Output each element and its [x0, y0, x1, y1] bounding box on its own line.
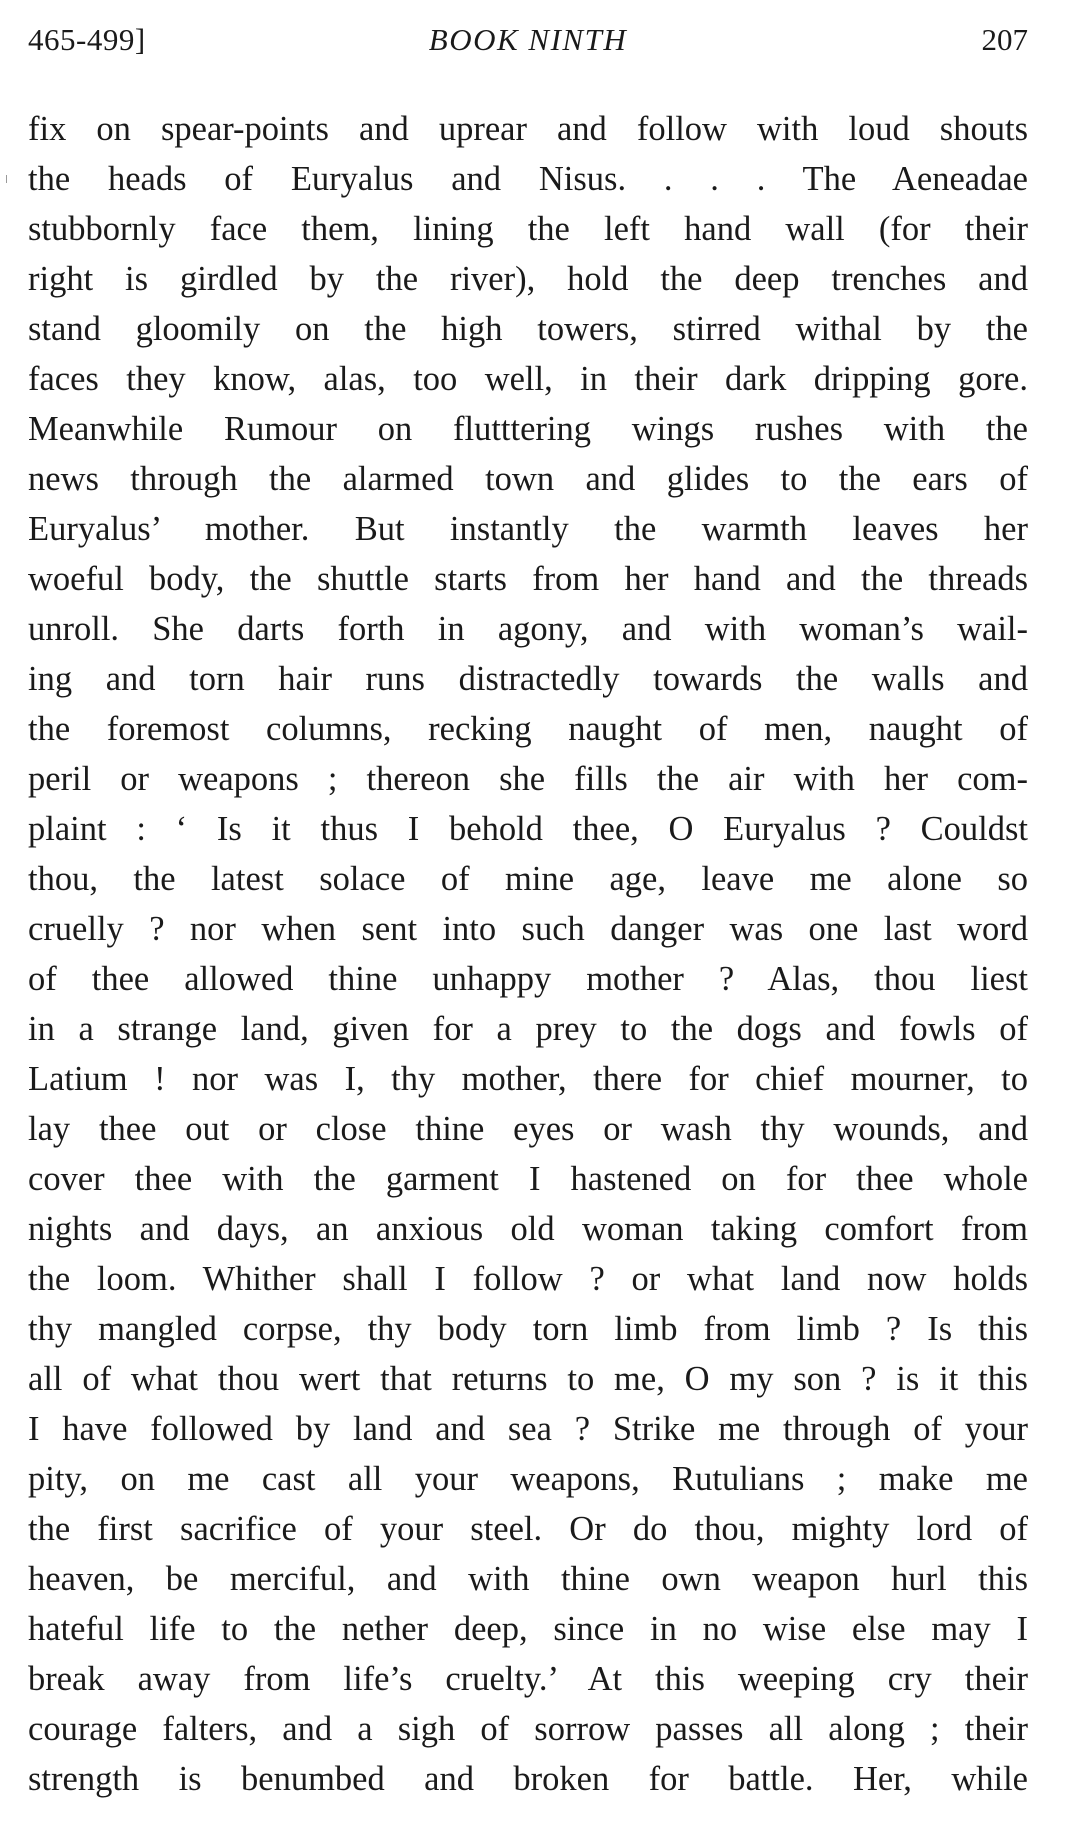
- text-line: thy mangled corpse, thy body torn limb from limb ? Is this: [28, 1310, 1028, 1348]
- text-line: I have followed by land and sea ? Strike me through of your: [28, 1410, 1028, 1448]
- text-line: of thee allowed thine unhappy mother ? Alas, thou liest: [28, 960, 1028, 998]
- text-line: fix on spear-points and uprear and follow with loud shouts: [28, 110, 1028, 148]
- text-line: hateful life to the nether deep, since in no wise else may I: [28, 1610, 1028, 1648]
- line-range: 465-499]: [28, 22, 146, 57]
- text-line: ing and torn hair runs distractedly towards the walls and: [28, 660, 1028, 698]
- text-line: plaint : ‘ Is it thus I behold thee, O Euryalus ? Couldst: [28, 810, 1028, 848]
- text-line: Latium ! nor was I, thy mother, there for chief mourner, to: [28, 1060, 1028, 1098]
- text-line: stubbornly face them, lining the left hand wall (for their: [28, 210, 1028, 248]
- text-line: unroll. She darts forth in agony, and with woman’s wail-: [28, 610, 1028, 648]
- text-line: break away from life’s cruelty.’ At this weeping cry their: [28, 1660, 1028, 1698]
- text-line: Meanwhile Rumour on flutttering wings rushes with the: [28, 410, 1028, 448]
- text-line: right is girdled by the river), hold the deep trenches and: [28, 260, 1028, 298]
- text-line: Euryalus’ mother. But instantly the warmth leaves her: [28, 510, 1028, 548]
- body-text: [28, 104, 1028, 1804]
- text-line: cover thee with the garment I hastened on for thee whole: [28, 1160, 1028, 1198]
- text-line: woeful body, the shuttle starts from her hand and the threads: [28, 560, 1028, 598]
- running-head: [28, 22, 1028, 68]
- text-line: strength is benumbed and broken for battle. Her, while: [28, 1760, 1028, 1798]
- text-line: the loom. Whither shall I follow ? or what land now holds: [28, 1260, 1028, 1298]
- text-line: courage falters, and a sigh of sorrow passes all along ; their: [28, 1710, 1028, 1748]
- text-line: cruelly ? nor when sent into such danger was one last word: [28, 910, 1028, 948]
- text-line: the heads of Euryalus and Nisus. . . . The Aeneadae: [28, 160, 1028, 198]
- text-line: the first sacrifice of your steel. Or do thou, mighty lord of: [28, 1510, 1028, 1548]
- text-line: heaven, be merciful, and with thine own weapon hurl this: [28, 1560, 1028, 1598]
- text-line: peril or weapons ; thereon she fills the air with her com-: [28, 760, 1028, 798]
- text-line: stand gloomily on the high towers, stirred withal by the: [28, 310, 1028, 348]
- text-line: nights and days, an anxious old woman taking comfort from: [28, 1210, 1028, 1248]
- page-number: 207: [981, 22, 1028, 57]
- margin-speck: [6, 175, 7, 183]
- text-line: news through the alarmed town and glides to the ears of: [28, 460, 1028, 498]
- text-line: in a strange land, given for a prey to the dogs and fowls of: [28, 1010, 1028, 1048]
- text-line: the foremost columns, recking naught of men, naught of: [28, 710, 1028, 748]
- book-title: BOOK NINTH: [428, 22, 628, 57]
- text-line: pity, on me cast all your weapons, Rutulians ; make me: [28, 1460, 1028, 1498]
- text-line: all of what thou wert that returns to me, O my son ? is it this: [28, 1360, 1028, 1398]
- text-line: thou, the latest solace of mine age, leave me alone so: [28, 860, 1028, 898]
- text-line: faces they know, alas, too well, in their dark dripping gore.: [28, 360, 1028, 398]
- text-line: lay thee out or close thine eyes or wash thy wounds, and: [28, 1110, 1028, 1148]
